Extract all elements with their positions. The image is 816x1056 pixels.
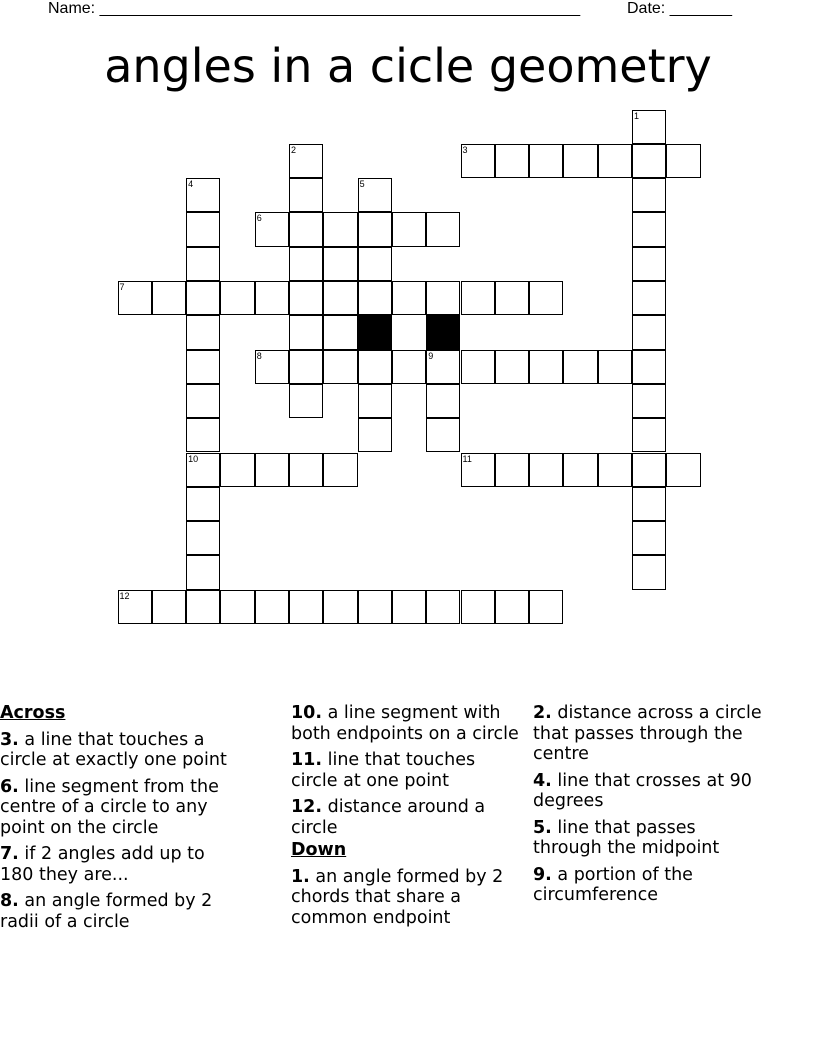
across-clue	[0, 891, 236, 932]
clue-text: an angle formed by 2 chords that share a common endpoint	[291, 866, 504, 928]
clue-text: an angle formed by 2 radii of a circle	[0, 891, 213, 932]
black-cell	[358, 315, 392, 349]
grid-cell[interactable]	[186, 521, 220, 555]
clue-number-label: 2	[291, 144, 297, 155]
clue-number: 3.	[0, 729, 19, 750]
grid-cell[interactable]	[289, 247, 323, 281]
grid-cell[interactable]	[323, 350, 357, 384]
grid-cell[interactable]	[461, 453, 495, 487]
clue-number: 1.	[291, 866, 310, 887]
clue-number: 12.	[291, 797, 323, 817]
grid-cell[interactable]	[289, 144, 323, 178]
clue-number-label: 12	[119, 590, 130, 601]
grid-cell[interactable]	[495, 144, 529, 178]
grid-cell[interactable]	[632, 384, 666, 418]
grid-cell[interactable]	[186, 384, 220, 418]
grid-cell[interactable]	[392, 350, 426, 384]
clue-number-label: 7	[119, 282, 125, 292]
grid-cell[interactable]	[289, 350, 323, 384]
grid-cell[interactable]	[323, 315, 357, 349]
down-clue	[533, 703, 769, 765]
grid-cell[interactable]	[598, 350, 632, 384]
grid-cell[interactable]	[323, 590, 357, 624]
grid-cell[interactable]	[598, 453, 632, 487]
grid-cell[interactable]	[666, 144, 700, 178]
grid-cell[interactable]	[426, 212, 460, 246]
grid-cell[interactable]	[323, 212, 357, 246]
grid-cell[interactable]	[289, 281, 323, 315]
grid-cell[interactable]	[495, 350, 529, 384]
grid-cell[interactable]	[666, 453, 700, 487]
grid-cell[interactable]	[529, 144, 563, 178]
grid-cell[interactable]	[186, 315, 220, 349]
grid-cell[interactable]	[255, 350, 289, 384]
grid-cell[interactable]	[358, 212, 392, 246]
grid-cell[interactable]	[632, 281, 666, 315]
clue-column-3	[533, 703, 769, 912]
grid-cell[interactable]	[186, 281, 220, 315]
grid-cell[interactable]	[255, 281, 289, 315]
grid-cell[interactable]	[563, 144, 597, 178]
clue-text: a portion of the circumference	[533, 864, 693, 905]
grid-cell[interactable]	[323, 247, 357, 281]
grid-cell[interactable]	[461, 144, 495, 178]
across-clue	[0, 844, 236, 885]
grid-cell[interactable]	[426, 384, 460, 418]
clue-text: line segment from the centre of a circle to any point on the circle	[0, 776, 219, 838]
grid-cell[interactable]	[426, 350, 460, 384]
grid-cell[interactable]	[220, 281, 254, 315]
clue-column-1	[0, 703, 236, 938]
down-clue	[533, 818, 769, 859]
grid-cell[interactable]	[495, 453, 529, 487]
clue-number-label: 4	[188, 179, 194, 190]
grid-cell[interactable]	[186, 247, 220, 281]
grid-cell[interactable]	[186, 418, 220, 452]
grid-cell[interactable]	[632, 521, 666, 555]
grid-cell[interactable]	[220, 453, 254, 487]
clue-text: distance around a circle	[291, 797, 486, 838]
grid-cell[interactable]	[563, 453, 597, 487]
grid-cell[interactable]	[289, 212, 323, 246]
grid-cell[interactable]	[392, 212, 426, 246]
grid-cell[interactable]	[186, 487, 220, 521]
down-heading: Down	[291, 840, 347, 860]
across-clue	[291, 750, 527, 791]
grid-cell[interactable]	[426, 418, 460, 452]
clue-number: 7.	[0, 844, 19, 864]
grid-cell[interactable]	[323, 453, 357, 487]
grid-cell[interactable]	[632, 144, 666, 178]
clue-text: line that passes through the midpoint	[533, 817, 720, 858]
grid-cell[interactable]	[289, 453, 323, 487]
clue-number: 5.	[533, 817, 552, 838]
clue-text: line that crosses at 90 degrees	[533, 770, 752, 811]
grid-cell[interactable]	[632, 315, 666, 349]
grid-cell[interactable]	[255, 590, 289, 624]
grid-cell[interactable]	[186, 590, 220, 624]
clue-number: 11.	[291, 750, 323, 770]
clue-text: distance across a circle that passes through the centre	[533, 703, 762, 764]
grid-cell[interactable]	[632, 418, 666, 452]
grid-cell[interactable]	[495, 281, 529, 315]
clue-number-label: 6	[256, 213, 262, 224]
grid-cell[interactable]	[461, 281, 495, 315]
grid-cell[interactable]	[289, 178, 323, 212]
black-cell	[426, 315, 460, 349]
clue-number-label: 11	[462, 453, 472, 464]
grid-cell[interactable]	[186, 453, 220, 487]
grid-cell[interactable]	[358, 247, 392, 281]
grid-cell[interactable]	[220, 590, 254, 624]
clue-number-label: 8	[256, 350, 262, 361]
grid-cell[interactable]	[118, 281, 152, 315]
grid-cell[interactable]	[186, 555, 220, 589]
grid-cell[interactable]	[632, 453, 666, 487]
grid-cell[interactable]	[426, 281, 460, 315]
grid-cell[interactable]	[358, 590, 392, 624]
clue-number: 4.	[533, 770, 552, 791]
grid-cell[interactable]	[186, 178, 220, 212]
name-field-line[interactable]: Name: ______________________________________________________	[48, 0, 581, 17]
clue-number: 6.	[0, 776, 19, 797]
grid-cell[interactable]	[632, 212, 666, 246]
grid-cell[interactable]	[426, 590, 460, 624]
across-clue	[0, 777, 236, 839]
across-clue	[291, 797, 527, 838]
grid-cell[interactable]	[495, 590, 529, 624]
grid-cell[interactable]	[186, 212, 220, 246]
clue-number-label: 5	[359, 179, 365, 190]
down-clue	[533, 771, 769, 812]
date-field-line[interactable]: Date: _______	[627, 0, 732, 17]
grid-cell[interactable]	[563, 350, 597, 384]
grid-cell[interactable]	[358, 178, 392, 212]
grid-cell[interactable]	[461, 350, 495, 384]
grid-cell[interactable]	[461, 590, 495, 624]
clue-number: 9.	[533, 864, 552, 885]
across-clue	[0, 730, 236, 771]
grid-cell[interactable]	[152, 590, 186, 624]
grid-cell[interactable]	[529, 590, 563, 624]
grid-cell[interactable]	[598, 144, 632, 178]
grid-cell[interactable]	[289, 315, 323, 349]
across-clue	[291, 703, 527, 744]
grid-cell[interactable]	[358, 384, 392, 418]
clue-number: 10.	[291, 703, 323, 723]
grid-cell[interactable]	[289, 384, 323, 418]
grid-cell[interactable]	[289, 590, 323, 624]
grid-cell[interactable]	[358, 281, 392, 315]
grid-cell[interactable]	[392, 281, 426, 315]
down-clue	[291, 867, 527, 929]
clue-number-label: 9	[428, 350, 434, 361]
clue-number: 2.	[533, 703, 552, 723]
grid-cell[interactable]	[632, 350, 666, 384]
clue-number: 8.	[0, 891, 19, 911]
grid-cell[interactable]	[358, 418, 392, 452]
clue-text: if 2 angles add up to 180 they are...	[0, 844, 205, 885]
clue-number-label: 1	[634, 110, 640, 121]
grid-cell[interactable]	[529, 350, 563, 384]
clue-text: line that touches circle at one point	[291, 750, 476, 791]
grid-cell[interactable]	[358, 350, 392, 384]
clue-number-label: 10	[188, 453, 199, 464]
grid-cell[interactable]	[255, 212, 289, 246]
grid-cell[interactable]	[392, 590, 426, 624]
clue-text: a line that touches a circle at exactly one point	[0, 729, 227, 770]
grid-cell[interactable]	[632, 178, 666, 212]
clue-text: a line segment with both endpoints on a circle	[291, 703, 519, 744]
grid-cell[interactable]	[529, 281, 563, 315]
grid-cell[interactable]	[255, 453, 289, 487]
across-heading: Across	[0, 703, 66, 723]
down-clue	[533, 865, 769, 906]
page-title: angles in a cicle geometry	[104, 39, 712, 93]
grid-cell[interactable]	[632, 555, 666, 589]
clue-number-label: 3	[462, 144, 468, 155]
grid-cell[interactable]	[632, 487, 666, 521]
grid-cell[interactable]	[186, 350, 220, 384]
grid-cell[interactable]	[323, 281, 357, 315]
grid-cell[interactable]	[632, 247, 666, 281]
grid-cell[interactable]	[152, 281, 186, 315]
grid-cell[interactable]	[118, 590, 152, 624]
grid-cell[interactable]	[632, 110, 666, 144]
clue-column-2	[291, 703, 527, 934]
grid-cell[interactable]	[529, 453, 563, 487]
